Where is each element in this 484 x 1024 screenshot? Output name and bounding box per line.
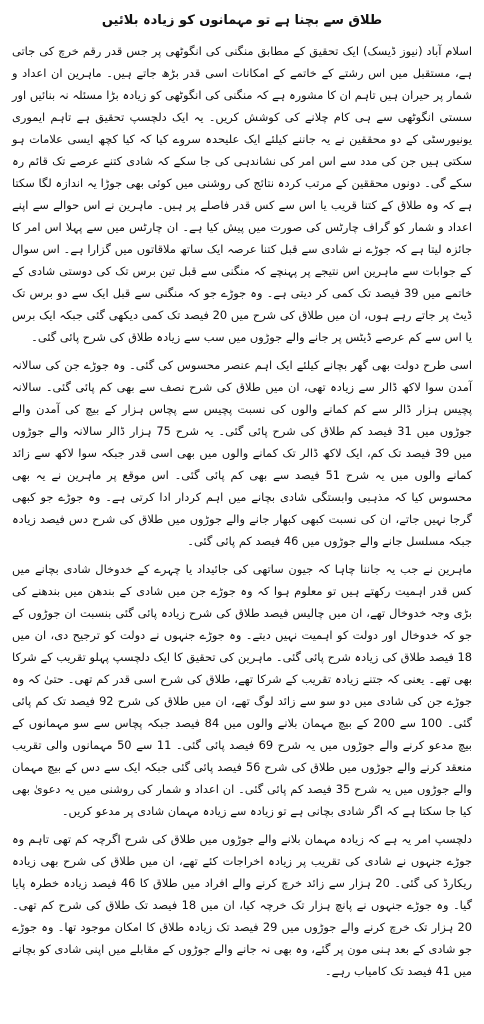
article-paragraph-1: اسلام آباد (نیوز ڈیسک) ایک تحقیق کے مطابق منگنی کی انگوٹھی پر جس قدر رقم خرچ کی جاتی ہے، مستقبل میں اس رشتے کے خاتمے کے امکانات اسی قدر بڑھ جاتے ہیں۔ ماہرین ان اعداد و شمار پر حیران ہیں تاہم ان کا مشورہ ہے کہ منگنی کی انگوٹھی کو زیادہ بڑا مسئلہ نہ بنائیں اور سستی انگوٹھی سے ہی کام چلانے کی کوشش کریں۔ یہ ایک دلچسپ تحقیق ہے تاہم ایموری یونیورسٹی کے دو محققین نے یہ جاننے کیلئے ایک علیحدہ سروے کیا کہ کیا کچھ ایسی علامات ہو سکتی ہیں جن کی مدد سے اس امر کی نشاندہی کی جا سکے کہ شادی کتنے عرصے تک قائم رہ سکے گی۔ دونوں محققین کے مرتب کردہ نتائج کی روشنی میں کوئی بھی جوڑا یہ اندازہ لگا سکتا ہے کہ وہ طلاق کے کتنا قریب یا اس سے کس قدر فاصلے پر ہیں۔ ماہرین نے اس حوالے سے اپنے اعداد و شمار کو گراف چارٹس کی صورت میں پیش کیا ہے۔ ان چارٹس میں سے پہلا اس امر کا جائزہ لیتا ہے کہ جوڑے نے شادی سے قبل کتنا عرصہ ایک ساتھ ملاقاتوں میں گزارا ہے۔ اس سوال کے جوابات سے ماہرین اس نتیجے پر پہنچے کہ منگنی سے قبل تین برس تک کی دوستی شادی کے خاتمے میں 39 فیصد تک کمی کر دیتی ہے۔ وہ جوڑے جو کہ منگنی سے قبل ایک سے دو برس تک ڈیٹ پر جاتے رہے ہوں، ان میں طلاق کی شرح میں 20 فیصد تک کمی دیکھی گئی جبکہ ایک برس یا اس سے کم عرصے ڈیٹس پر جانے والے جوڑوں میں سب سے زیادہ طلاق کی شرح پائی گئی۔ <box>12 44 472 344</box>
article-paragraph-2: اسی طرح دولت بھی گھر بچانے کیلئے ایک اہم عنصر محسوس کی گئی۔ وہ جوڑے جن کی سالانہ آمدن سوا لاکھ ڈالر سے زیادہ تھی، ان میں طلاق کی شرح نصف سے بھی کم پائی گئی۔ سالانہ پچیس ہزار ڈالر سے کم کمانے والوں کی نسبت پچیس سے پچاس ہزار کے بیچ کی آمدن والے جوڑوں میں 31 فیصد کم طلاق کی شرح پائی گئی۔ یہ شرح 75 ہزار ڈالر سالانہ والے جوڑوں میں 39 فیصد تک کم، ایک لاکھ ڈالر تک کمانے والوں میں بھی اسی قدر جبکہ سوا لاکھ سے زائد کمانے والوں میں یہ شرح 51 فیصد سے بھی کم پائی گئی۔ اس موقع پر ماہرین نے یہ بھی محسوس کیا کہ مذہبی وابستگی شادی بچانے میں اہم کردار ادا کرتی ہے۔ وہ جوڑے جو کبھی گرجا نہیں جاتے، ان کی نسبت کبھی کبھار جانے والے جوڑوں میں طلاق کی شرح دس فیصد زیادہ جبکہ مسلسل جانے والے جوڑوں میں 46 فیصد کم پائی گئی۔ <box>12 358 472 548</box>
article-paragraph-3: ماہرین نے جب یہ جاننا چاہا کہ جیون ساتھی کی جائیداد یا چہرے کے خدوخال شادی بچانے میں کس قدر اہمیت رکھتے ہیں تو معلوم ہوا کہ وہ جوڑے جن میں شادی کے بندھن میں بندھنے کی بڑی وجہ خدوخال تھے، ان میں چالیس فیصد طلاق کی شرح زیادہ پائی گئی بنسبت ان جوڑوں کے جو کہ خدوخال اور دولت کو اہمیت نہیں دیتے۔ وہ جوڑے جنہوں نے دولت کو ترجیح دی، ان میں 18 فیصد طلاق کی زیادہ شرح پائی گئی۔ ماہرین کی تحقیق کا ایک دلچسپ پہلو تقریب کے شرکا بھی تھے۔ یعنی کہ جتنے زیادہ تقریب کے شرکا تھے، طلاق کی شرح اسی قدر کم تھی۔ حتیٰ کہ وہ جوڑے جن کی شادی میں دو سو سے زائد لوگ تھے، ان میں طلاق کی شرح 92 فیصد تک کم پائی گئی۔ 100 سے 200 کے بیچ مہمان بلانے والوں میں 84 فیصد جبکہ پچاس سے سو مہمانوں کے بیچ مدعو کرنے والے جوڑوں میں یہ شرح 69 فیصد پائی گئی۔ 11 سے 50 مہمانوں والی تقریب منعقد کرنے والے جوڑوں میں طلاق کی شرح 56 فیصد پائی گئی جبکہ ایک سے دس کے بیچ مہمان والے جوڑوں میں یہ شرح 35 فیصد کم پائی گئی۔ ان اعداد و شمار کی روشنی میں یہ دعویٰ بھی کیا جا سکتا ہے کہ اگر شادی بچانی ہے تو زیادہ سے زیادہ مہمان شادی پر مدعو کریں۔ <box>12 562 472 818</box>
article-paragraph-4: دلچسپ امر یہ ہے کہ زیادہ مہمان بلانے والے جوڑوں میں طلاق کی شرح اگرچہ کم تھی تاہم وہ جوڑے جنہوں نے شادی کی تقریب پر زیادہ اخراجات کئے تھے، ان میں طلاق کی شرح بھی زیادہ ریکارڈ کی گئی۔ 20 ہزار سے زائد خرچ کرنے والے افراد میں طلاق کا 46 فیصد زیادہ خطرہ پایا گیا۔ وہ جوڑے جنہوں نے پانچ ہزار تک خرچہ کیا، ان میں 18 فیصد تک طلاق کی شرح کم تھی۔ 20 ہزار تک خرچ کرنے والے جوڑوں میں 29 فیصد تک زیادہ طلاق کا امکان موجود تھا۔ وہ جوڑے جو شادی کے بعد ہنی مون پر گئے، وہ بھی نہ جانے والے جوڑوں کے مقابلے میں اپنی شادی کو بچانے میں 41 فیصد تک کامیاب رہے۔ <box>12 832 473 978</box>
article-headline: طلاق سے بچنا ہے تو مہمانوں کو زیادہ بلائیں <box>101 13 383 28</box>
